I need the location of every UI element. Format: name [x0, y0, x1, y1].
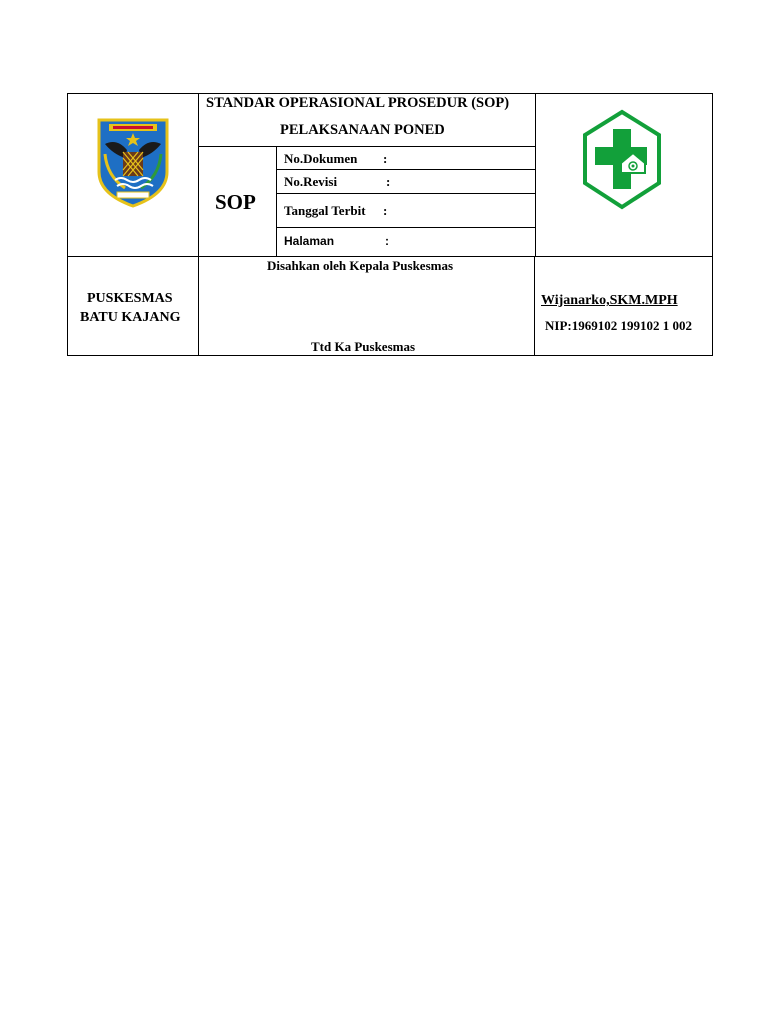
regional-emblem-logo [95, 114, 171, 208]
document-subtitle: PELAKSANAAN PONED [280, 122, 445, 138]
doc-field-label: Tanggal Terbit [284, 203, 366, 218]
doc-field-label: No.Revisi [284, 174, 338, 189]
puskesmas-cross-icon [581, 109, 663, 211]
doc-field-colon: : [383, 203, 388, 218]
signer-name: Wijanarko,SKM.MPH [541, 293, 678, 308]
doc-field-colon: : [386, 174, 391, 189]
doc-field-colon: : [383, 151, 388, 166]
signature-label: Ttd Ka Puskesmas [311, 339, 416, 354]
organization-name-line1: PUSKESMAS [87, 291, 173, 306]
doc-field-label: No.Dokumen [284, 151, 358, 166]
puskesmas-logo [581, 109, 663, 211]
approval-text: Disahkan oleh Kepala Puskesmas [267, 258, 454, 273]
sop-label: SOP [215, 190, 256, 214]
organization-name-line2: BATU KAJANG [80, 310, 181, 325]
document-title: STANDAR OPERASIONAL PROSEDUR (SOP) [206, 95, 510, 111]
regional-emblem-icon [95, 114, 171, 208]
doc-field-colon: : [385, 234, 389, 248]
doc-field-label: Halaman [284, 234, 335, 248]
signer-nip: NIP:1969102 199102 1 002 [545, 318, 692, 333]
